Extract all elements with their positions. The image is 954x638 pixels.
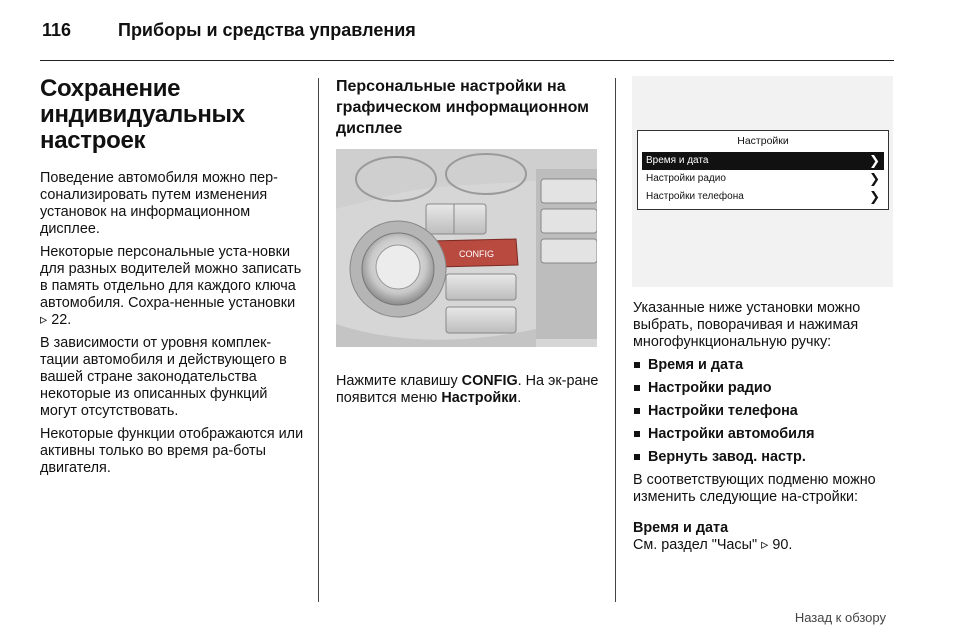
screen-menu-item-label: Настройки телефона [646,191,744,202]
settings-menu-screen [637,130,889,210]
paragraph-3: В зависимости от уровня комплек-тации автомобиля и действующего в вашей стране законодательства некоторые из описанных функций могут отсутствовать. [40,335,287,419]
settings-intro: Указанные ниже установки можно выбрать, поворачивая и нажимая многофункциональную ручку: [633,300,861,350]
instruction-middle: . На эк-ране появится меню [336,373,599,406]
screen-menu-item-label: Настройки радио [646,173,726,184]
instruction-text [336,373,601,407]
time-date-heading: Время и дата [633,520,729,536]
list-item-label: Вернуть завод. настр. [648,449,806,465]
list-item-label: Настройки телефона [648,403,798,419]
main-heading: Сохранение индивидуальных настроек [40,75,245,154]
bullet-icon [634,431,640,437]
chevron-right-icon: ❯ [869,171,880,186]
column-2 [336,76,601,413]
paragraph-2 [40,244,305,329]
section-title: Приборы и средства управления [118,20,416,40]
bullet-icon [634,362,640,368]
paragraph-4: Некоторые функции отображаются или активны только во время ра-боты двигателя. [40,426,304,476]
list-item [633,449,898,466]
bullet-icon [634,408,640,414]
list-item [633,403,898,420]
settings-menu-label: Настройки [441,390,518,406]
page-reference-link[interactable]: 90. [772,537,793,553]
screen-menu-item-radio[interactable] [642,170,884,188]
settings-list [633,357,898,466]
screen-title: Настройки [737,135,789,147]
back-to-overview-link[interactable]: Назад к обзору [794,610,886,625]
submenu-text: В соответствующих подменю можно изменить следующие на-стройки: [633,472,876,505]
header-divider [40,60,894,61]
list-item [633,380,898,397]
sub-heading: Персональные настройки на графическом информационном дисплее [336,78,590,137]
list-item-label: Время и дата [648,357,744,373]
paragraph-2-text: Некоторые персональные уста-новки для разных водителей можно записать в память отдельно для каждого ключа автомобиля. Сохра-ненные установки [40,244,302,311]
list-item-label: Настройки радио [648,380,772,396]
config-button-label: CONFIG [459,249,494,259]
chevron-right-icon: ❯ [869,189,880,204]
list-item [633,426,898,443]
page-reference-icon[interactable]: ▹ [761,537,769,553]
list-item-label: Настройки автомобиля [648,426,815,442]
display-screenshot [632,76,893,287]
page-reference-icon[interactable]: ▹ [40,312,48,328]
instruction-before: Нажмите клавишу [336,373,458,389]
console-illustration [336,149,597,359]
bullet-icon [634,385,640,391]
config-key-label: CONFIG [461,373,518,389]
chevron-right-icon: ❯ [869,153,880,168]
instruction-end: . [517,390,522,406]
page-reference-link[interactable]: 22. [51,312,72,328]
page-number: 116 [42,20,72,40]
console-photo [336,149,597,359]
column-1 [40,76,305,483]
paragraph-1: Поведение автомобиля можно пер-сонализировать путем изменения установок на информационном дисплее. [40,170,278,237]
time-date-text [633,537,898,554]
screen-menu-item-label: Время и дата [646,155,709,166]
bullet-icon [634,454,640,460]
time-date-ref-text: См. раздел "Часы" [633,537,758,553]
column-divider-1 [318,78,319,602]
column-divider-2 [615,78,616,602]
column-3 [633,300,898,560]
screen-menu-item-time-date[interactable] [642,152,884,170]
list-item [633,357,898,374]
screen-menu-item-phone[interactable] [642,188,884,206]
